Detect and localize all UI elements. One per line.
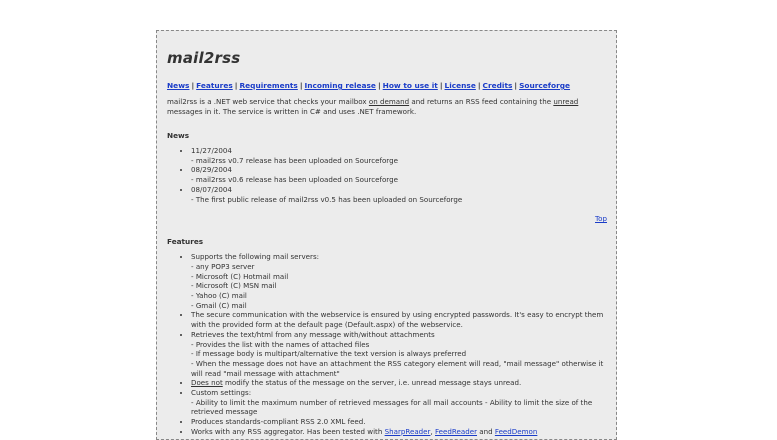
nav-news-link[interactable]: News xyxy=(167,81,190,90)
nav-credits-link[interactable]: Credits xyxy=(482,81,513,90)
news-heading: News xyxy=(167,131,190,140)
feature-item: • Retrieves the text/html from any message with/without attachments - Provides the list with the names of attached files - If message body is multipart/alternative the text version is always preferred - When the message does not have an attachment the RSS category element will read, "mail message" otherwise it will read "mail message with attachment" xyxy=(191,330,607,379)
nav-bar: News | Features | Requirements | Incoming release | How to use it | License | Credits | Sourceforge xyxy=(167,81,571,90)
nav-sourceforge-link[interactable]: Sourceforge xyxy=(519,81,571,90)
page-title: mail2rss xyxy=(167,49,241,67)
news-item: • 08/07/2004 - The first public release of mail2rss v0.5 has been uploaded on Sourceforge xyxy=(191,185,607,204)
feature-item: • Works with any RSS aggregator. Has been tested with SharpReader, FeedReader and FeedDemon xyxy=(191,427,607,437)
nav-license-link[interactable]: License xyxy=(444,81,476,90)
nav-how-to-use-link[interactable]: How to use it xyxy=(382,81,438,90)
top-link-container xyxy=(167,214,607,223)
feature-item: • The secure communication with the webservice is ensured by using encrypted passwords. It's easy to encrypt them with the provided form at the default page (Default.aspx) of the webservice. xyxy=(191,310,607,329)
feeddemon-link[interactable]: FeedDemon xyxy=(494,426,538,436)
news-list xyxy=(167,146,607,204)
content-panel xyxy=(156,30,617,440)
nav-features-link[interactable]: Features xyxy=(196,81,233,90)
feature-item: • Produces standards-compliant RSS 2.0 XML feed. xyxy=(191,417,607,427)
top-link[interactable]: Top xyxy=(595,214,607,224)
feedreader-link[interactable]: FeedReader xyxy=(434,426,478,436)
nav-requirements-link[interactable]: Requirements xyxy=(239,81,298,90)
does-not-emphasis: Does not xyxy=(191,378,223,388)
feature-item: • Custom settings: - Ability to limit the maximum number of retrieved messages for all mail accounts - Ability to limit the size of the retrieved message xyxy=(191,388,607,417)
features-heading: Features xyxy=(167,237,204,247)
nav-incoming-release-link[interactable]: Incoming release xyxy=(304,81,376,90)
feature-item: • Does not modify the status of the message on the server, i.e. unread message stays unread. xyxy=(191,378,607,388)
news-item: • 08/29/2004 - mail2rss v0.6 release has been uploaded on Sourceforge xyxy=(191,165,607,184)
feature-item: • Supports the following mail servers: - any POP3 server - Microsoft (C) Hotmail mail - Microsoft (C) MSN mail - Yahoo (C) mail - Gmail (C) mail xyxy=(191,252,607,310)
unread-emphasis: unread xyxy=(553,97,579,106)
sharpreader-link[interactable]: SharpReader xyxy=(384,426,431,436)
features-list xyxy=(167,252,607,436)
news-item: • 11/27/2004 - mail2rss v0.7 release has been uploaded on Sourceforge xyxy=(191,146,607,165)
intro-paragraph: mail2rss is a .NET web service that checks your mailbox on demand and returns an RSS feed containing the unread messages in it. The service is written in C# and uses .NET framework. xyxy=(167,97,579,116)
on-demand-emphasis: on demand xyxy=(368,97,410,106)
